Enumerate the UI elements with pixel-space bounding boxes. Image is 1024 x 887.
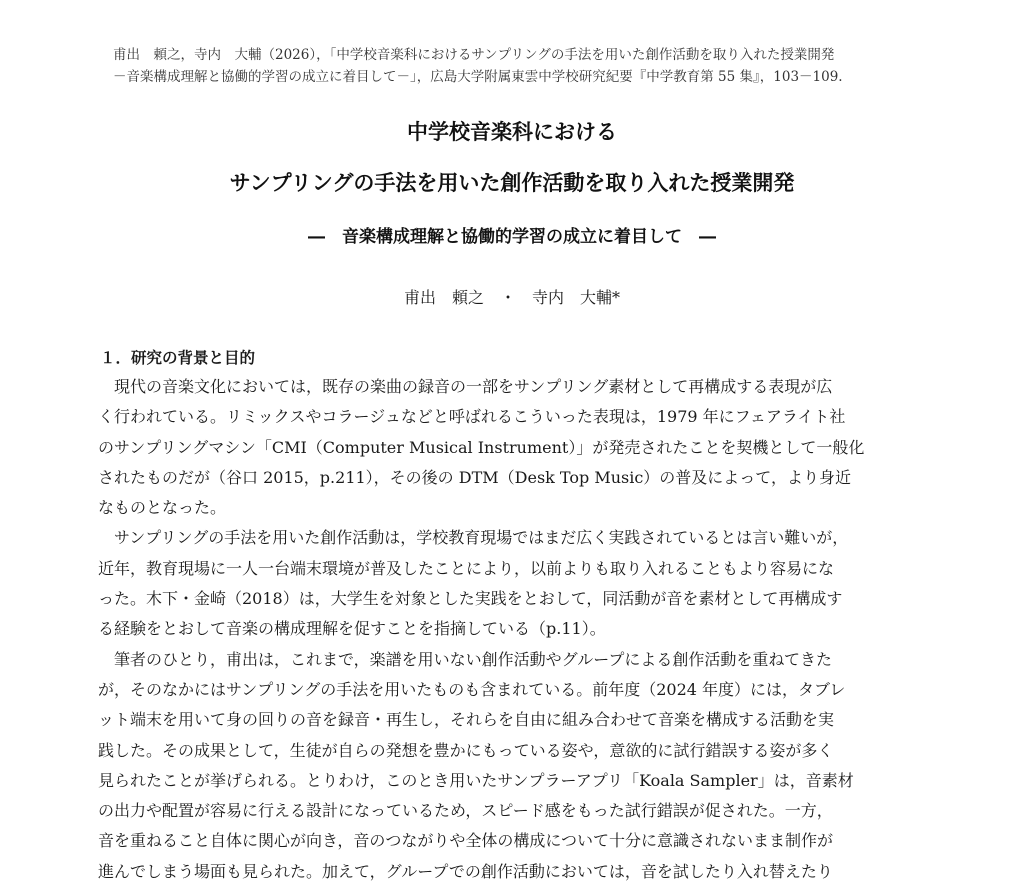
paper-subtitle: ― 音楽構成理解と協働的学習の成立に着目して ― xyxy=(308,227,716,247)
body-line: 筆者のひとり，甫出は，これまで，楽譜を用いない創作活動やグループによる創作活動を重ねてきた xyxy=(114,649,833,669)
section-heading: １．研究の背景と目的 xyxy=(100,349,256,367)
body-line: く行われている。リミックスやコラージュなどと呼ばれるこういった表現は，1979 年にフェアライト社 xyxy=(98,407,846,427)
body-line: サンプリングの手法を用いた創作活動は，学校教育現場ではまだ広く実践されているとは言い難いが， xyxy=(114,528,849,548)
citation-header xyxy=(113,44,993,88)
body-line: 近年，教育現場に一人一台端末環境が普及したことにより，以前よりも取り入れることもより容易にな xyxy=(98,558,835,578)
citation-line-1: 甫出 頼之，寺内 大輔（2026），「中学校音楽科におけるサンプリングの手法を用いた創作活動を取り入れた授業開発 xyxy=(113,47,835,63)
paper-title-line-1: 中学校音楽科における xyxy=(407,120,617,144)
section-body xyxy=(98,372,928,887)
body-line: ット端末を用いて身の回りの音を録音・再生し，それらを自由に組み合わせて音楽を構成する活動を実 xyxy=(98,710,835,730)
body-line: 見られたことが挙げられる。とりわけ，このとき用いたサンプラーアプリ「Koala Sampler」は，音素材 xyxy=(98,770,854,790)
body-line: のサンプリングマシン「CMI（Computer Musical Instrument）」が発売されたことを契機として一般化 xyxy=(98,437,865,457)
body-line: 践した。その成果として，生徒が自らの発想を豊かにもっている姿や，意欲的に試行錯誤する姿が多く xyxy=(98,740,834,760)
body-line: の出力や配置が容易に行える設計になっているため，スピード感をもった試行錯誤が促された。一方， xyxy=(98,801,833,821)
body-line: る経験をとおして音楽の構成理解を促すことを指摘している（p.11）。 xyxy=(98,619,606,639)
body-line: 音を重ねること自体に関心が向き，音のつながりや全体の構成について十分に意識されないまま制作が xyxy=(98,831,834,851)
paper-title-line-2: サンプリングの手法を用いた創作活動を取り入れた授業開発 xyxy=(229,171,795,195)
body-line: 進んでしまう場面も見られた。加えて，グループでの創作活動においては，音を試したり入れ替えたり xyxy=(98,861,833,881)
authors: 甫出 頼之 ・ 寺内 大輔* xyxy=(403,288,620,307)
body-line: が，そのなかにはサンプリングの手法を用いたものも含まれている。前年度（2024 年度）には，タブレ xyxy=(98,679,846,699)
body-line: されたものだが（谷口 2015，p.211），その後の DTM（Desk Top Music）の普及によって，より身近 xyxy=(98,467,851,487)
body-line: った。木下・金崎（2018）は，大学生を対象とした実践をとおして，同活動が音を素材として再構成す xyxy=(98,589,843,609)
body-line: 現代の音楽文化においては，既存の楽曲の録音の一部をサンプリング素材として再構成する表現が広 xyxy=(114,377,833,396)
citation-line-2: －音楽構成理解と協働的学習の成立に着目して－」，広島大学附属東雲中学校研究紀要『中学教育第 55 集』，103－109. xyxy=(113,69,843,85)
body-line: なものとなった。 xyxy=(98,498,227,518)
